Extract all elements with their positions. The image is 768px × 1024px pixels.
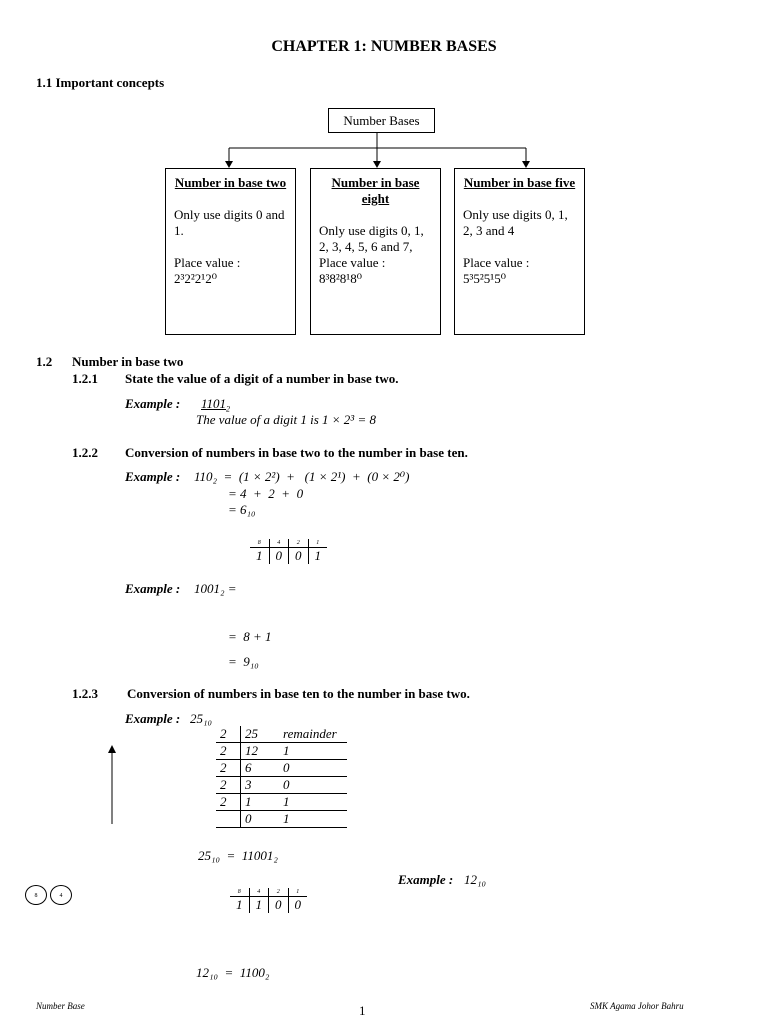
place-circle: 8 <box>25 885 47 905</box>
example-1-number: $1101_2$ <box>201 396 231 414</box>
section-1-2-title: Number in base two <box>72 354 184 369</box>
place-circle: 4 <box>50 885 72 905</box>
example-label-2: Example : <box>125 469 181 484</box>
grid2-digit: 1 <box>230 897 249 914</box>
page-title: CHAPTER 1: NUMBER BASES <box>271 38 497 55</box>
base-five-pv-label: Place value : <box>463 255 530 270</box>
div-remainder: 1 <box>279 794 347 811</box>
base-five-box <box>454 168 585 335</box>
example-label-1: Example : <box>125 396 181 411</box>
base-eight-desc: Only use digits 0, 1, 2, 3, 4, 5, 6 and 7, <box>319 223 424 254</box>
place-value-grid-2 <box>230 888 307 913</box>
example-4-value: 25₁₀ <box>190 711 213 726</box>
div-divisor: 2 <box>216 760 241 777</box>
grid1-digit: 1 <box>250 548 269 565</box>
base-two-box <box>165 168 296 335</box>
div-remainder: 1 <box>279 811 347 828</box>
div-number: 1 <box>241 794 280 811</box>
base-two-desc: Only use digits 0 and 1. <box>174 207 285 238</box>
grid2-digit: 0 <box>288 897 307 914</box>
div-divisor <box>216 811 241 828</box>
example-3-line-2: = 8 + 1 <box>228 629 272 644</box>
page-number: 1 <box>359 1003 366 1018</box>
grid2-header: 8 <box>237 889 241 895</box>
div-remainder: 0 <box>279 777 347 794</box>
base-eight-box <box>310 168 441 335</box>
example-3-expression: 1001₂ = <box>194 581 237 596</box>
div-remainder: 0 <box>279 760 347 777</box>
grid2-digit: 1 <box>249 897 269 914</box>
base-two-title: Number in base two <box>174 175 287 190</box>
section-1-2-3-number: 1.2.3 <box>72 686 98 701</box>
grid2-header: 2 <box>269 888 289 897</box>
place-value-grid-1 <box>250 539 327 564</box>
grid1-header: 4 <box>269 539 289 548</box>
footer-right: SMK Agama Johor Bahru <box>590 1001 684 1011</box>
section-1-2-1-number: 1.2.1 <box>72 371 98 386</box>
div-divisor: 2 <box>216 743 241 760</box>
grid2-header: 4 <box>249 888 269 897</box>
base-five-title: Number in base five <box>463 175 576 190</box>
base-eight-pv: 8³8²8¹8⁰ <box>319 271 362 286</box>
base-eight-pv-label: Place value : <box>319 255 386 270</box>
example-2-line-2: = 4 + 2 + 0 <box>228 486 304 501</box>
section-1-2-1-title: State the value of a digit of a number in base two. <box>125 371 399 386</box>
result-12: 12₁₀ = 1100₂ <box>196 965 270 980</box>
div-remainder: 1 <box>279 743 347 760</box>
example-1-explanation: The value of a digit 1 is 1 × 2³ = 8 <box>196 412 376 427</box>
example-3-line-3: = 9₁₀ <box>228 654 259 669</box>
grid1-digit: 0 <box>289 548 309 565</box>
grid1-header: 2 <box>289 539 309 548</box>
example-label-4: Example : <box>125 711 181 726</box>
base-two-pv-label: Place value : <box>174 255 241 270</box>
div-number: 3 <box>241 777 280 794</box>
section-1-1-heading: 1.1 Important concepts <box>36 75 165 90</box>
base-two-pv: 2³2²2¹2⁰ <box>174 271 217 286</box>
div-number: 25 <box>241 726 280 743</box>
grid1-digit: 0 <box>269 548 289 565</box>
div-divisor: 2 <box>216 794 241 811</box>
example-2-line-1: 110₂ = (1 × 2²) + (1 × 2¹) + (0 × 2⁰) <box>194 469 410 484</box>
example-2-line-3: = 6₁₀ <box>228 502 256 517</box>
example-label-3: Example : <box>125 581 181 596</box>
section-1-2-number: 1.2 <box>36 354 53 369</box>
div-number: 12 <box>241 743 280 760</box>
division-table <box>216 726 347 828</box>
diagram-root-box: Number Bases <box>328 108 435 133</box>
div-divisor: 2 <box>216 726 241 743</box>
footer-left: Number Base <box>36 1001 85 1011</box>
grid2-digit: 0 <box>269 897 289 914</box>
base-five-desc: Only use digits 0, 1, 2, 3 and 4 <box>463 207 568 238</box>
up-arrow-icon <box>104 744 120 826</box>
div-number: 6 <box>241 760 280 777</box>
section-1-2-3-title: Conversion of numbers in base ten to the number in base two. <box>127 686 470 701</box>
div-remainder: remainder <box>279 726 347 743</box>
grid2-header: 1 <box>288 888 307 897</box>
section-1-2-2-title: Conversion of numbers in base two to the number in base ten. <box>125 445 468 460</box>
div-divisor: 2 <box>216 777 241 794</box>
grid1-header: 8 <box>257 540 261 546</box>
grid1-digit: 1 <box>308 548 327 565</box>
example-label-5: Example : <box>398 872 454 887</box>
result-25: 25₁₀ = 11001₂ <box>198 848 278 863</box>
example-5-value: 12₁₀ <box>464 872 487 887</box>
div-number: 0 <box>241 811 280 828</box>
base-eight-title: Number in base eight <box>331 175 420 206</box>
section-1-2-2-number: 1.2.2 <box>72 445 98 460</box>
base-five-pv: 5³5²5¹5⁰ <box>463 271 506 286</box>
grid1-header: 1 <box>308 539 327 548</box>
